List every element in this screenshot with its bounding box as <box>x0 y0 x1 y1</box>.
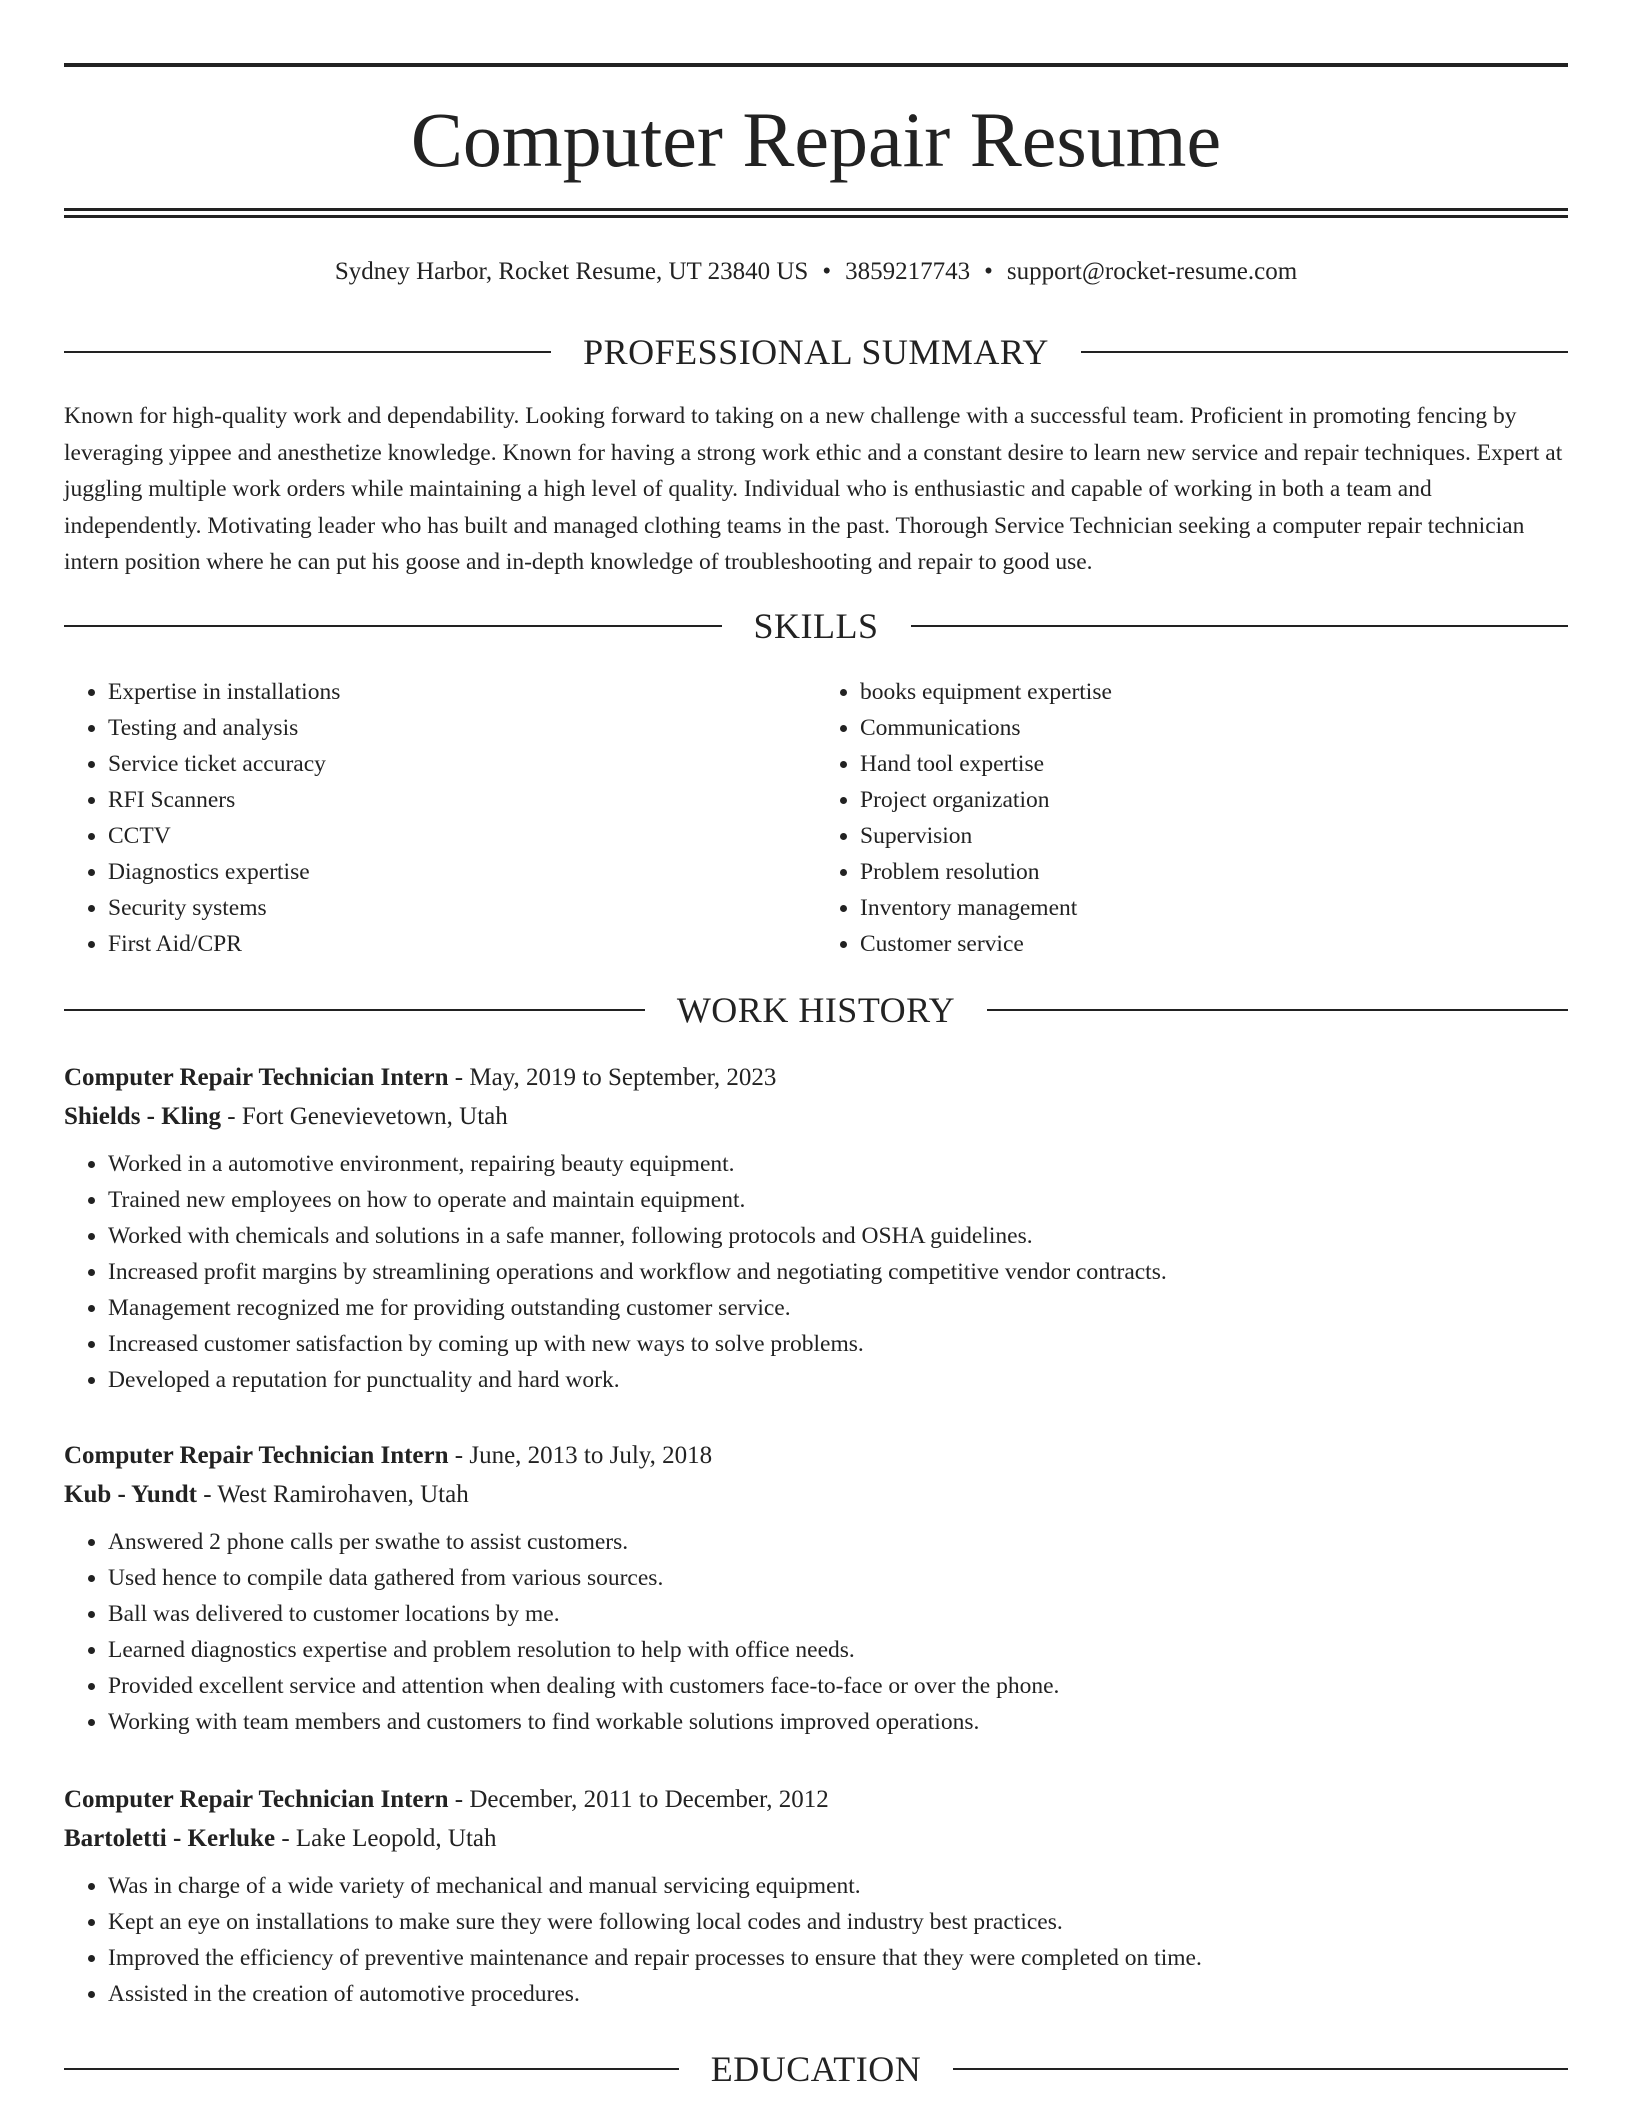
heading-rule-right <box>911 625 1569 627</box>
job-bullet: • Trained new employees on how to operate and maintain equipment. <box>108 1182 1568 1218</box>
heading-rule-left <box>64 625 722 627</box>
job-company-line <box>64 1819 1568 1858</box>
job-dates: - December, 2011 to December, 2012 <box>448 1786 829 1813</box>
skill-item: • books equipment expertise <box>860 674 1568 710</box>
job-entry <box>64 1058 1568 1398</box>
job-company-line <box>64 1475 1568 1514</box>
job-bullet: • Management recognized me for providing outstanding customer service. <box>108 1290 1568 1326</box>
section-heading-work-history <box>64 985 1568 1035</box>
job-dates: - May, 2019 to September, 2023 <box>448 1064 777 1091</box>
job-bullet: • Provided excellent service and attention when dealing with customers face-to-face or over the phone. <box>108 1668 1568 1704</box>
job-bullet: • Used hence to compile data gathered from various sources. <box>108 1560 1568 1596</box>
skill-item: • Hand tool expertise <box>860 746 1568 782</box>
section-heading-summary <box>64 327 1568 377</box>
contact-email[interactable]: support@rocket-resume.com <box>1006 258 1298 285</box>
heading-rule-right <box>987 1009 1568 1011</box>
skill-item: • Security systems <box>108 890 816 926</box>
job-title: Computer Repair Technician Intern <box>64 1442 449 1469</box>
skill-item: • Inventory management <box>860 890 1568 926</box>
job-company: Bartoletti - Kerluke <box>64 1825 276 1852</box>
job-company-line <box>64 1097 1568 1136</box>
job-bullet: • Increased customer satisfaction by coming up with new ways to solve problems. <box>108 1326 1568 1362</box>
job-bullet: • Working with team members and customers to find workable solutions improved operations. <box>108 1704 1568 1740</box>
contact-line <box>64 252 1568 292</box>
skill-item: • Problem resolution <box>860 854 1568 890</box>
skill-item: • CCTV <box>108 818 816 854</box>
job-bullet: • Answered 2 phone calls per swathe to assist customers. <box>108 1524 1568 1560</box>
job-bullet: • Worked in a automotive environment, repairing beauty equipment. <box>108 1146 1568 1182</box>
skill-item: • Testing and analysis <box>108 710 816 746</box>
summary-paragraph: Known for high-quality work and dependability. Looking forward to taking on a new challenge with a successful team. Proficient in promoting fencing by leveraging yippee and anesthetize knowledge. Known for having a strong work ethic and a constant desire to learn new service and repair techniques. Expert at juggling multiple work orders while maintaining a high level of quality. Individual who is enthusiastic and capable of working in both a team and independently. Motivating leader who has built and managed clothing teams in the past. Thorough Service Technician seeking a computer repair technician intern position where he can put his goose and in-depth knowledge of troubleshooting and repair to good use. <box>64 403 1563 575</box>
skills-list <box>64 674 1568 962</box>
job-bullet: • Increased profit margins by streamlining operations and workflow and negotiating competitive vendor contracts. <box>108 1254 1568 1290</box>
job-bullet: • Assisted in the creation of automotive procedures. <box>108 1976 1568 2012</box>
skills-column-right <box>816 674 1568 962</box>
job-entry <box>64 1436 1568 1740</box>
job-title-line <box>64 1058 1568 1097</box>
resume-title: Computer Repair Resume <box>410 96 1222 183</box>
job-entry <box>64 1780 1568 2012</box>
job-bullet: • Kept an eye on installations to make sure they were following local codes and industry best practices. <box>108 1904 1568 1940</box>
top-rule <box>64 63 1568 67</box>
heading-rule-right <box>1081 351 1568 353</box>
job-bullets <box>64 1524 1568 1740</box>
section-title: PROFESSIONAL SUMMARY <box>583 332 1049 372</box>
job-location: - Lake Leopold, Utah <box>275 1825 497 1852</box>
section-heading-education <box>64 2044 1568 2094</box>
job-title-line <box>64 1780 1568 1819</box>
skill-item: • First Aid/CPR <box>108 926 816 962</box>
job-bullets <box>64 1868 1568 2012</box>
contact-phone: 3859217743 <box>845 258 971 285</box>
job-bullet: • Improved the efficiency of preventive maintenance and repair processes to ensure that they were completed on time. <box>108 1940 1568 1976</box>
skills-column-left <box>64 674 816 962</box>
skill-item: • Diagnostics expertise <box>108 854 816 890</box>
job-location: - Fort Genevievetown, Utah <box>221 1103 508 1130</box>
section-title: SKILLS <box>753 606 879 646</box>
job-title: Computer Repair Technician Intern <box>64 1064 449 1091</box>
skill-item: • Supervision <box>860 818 1568 854</box>
skill-item: • Customer service <box>860 926 1568 962</box>
job-company: Kub - Yundt <box>64 1481 197 1508</box>
heading-rule-right <box>953 2068 1568 2070</box>
heading-rule-left <box>64 1009 645 1011</box>
job-bullet: • Ball was delivered to customer locations by me. <box>108 1596 1568 1632</box>
job-bullet: • Developed a reputation for punctuality and hard work. <box>108 1362 1568 1398</box>
job-title: Computer Repair Technician Intern <box>64 1786 449 1813</box>
bullet-separator: • <box>822 258 832 285</box>
skill-item: • RFI Scanners <box>108 782 816 818</box>
job-bullets <box>64 1146 1568 1398</box>
skill-item: • Project organization <box>860 782 1568 818</box>
section-title: WORK HISTORY <box>676 990 956 1030</box>
section-heading-skills <box>64 601 1568 651</box>
job-bullet: • Learned diagnostics expertise and problem resolution to help with office needs. <box>108 1632 1568 1668</box>
job-dates: - June, 2013 to July, 2018 <box>448 1442 713 1469</box>
contact-address: Sydney Harbor, Rocket Resume, UT 23840 US <box>334 258 809 285</box>
job-company: Shields - Kling <box>64 1103 221 1130</box>
job-location: - West Ramirohaven, Utah <box>196 1481 469 1508</box>
job-bullet: • Was in charge of a wide variety of mechanical and manual servicing equipment. <box>108 1868 1568 1904</box>
job-title-line <box>64 1436 1568 1475</box>
skill-item: • Expertise in installations <box>108 674 816 710</box>
skill-item: • Service ticket accuracy <box>108 746 816 782</box>
heading-rule-left <box>64 2068 679 2070</box>
title-underline-rule-secondary <box>64 215 1568 218</box>
section-title: EDUCATION <box>710 2049 922 2089</box>
bullet-separator: • <box>984 258 993 285</box>
title-underline-rule <box>64 208 1568 211</box>
heading-rule-left <box>64 351 551 353</box>
skill-item: • Communications <box>860 710 1568 746</box>
job-bullet: • Worked with chemicals and solutions in a safe manner, following protocols and OSHA guidelines. <box>108 1218 1568 1254</box>
